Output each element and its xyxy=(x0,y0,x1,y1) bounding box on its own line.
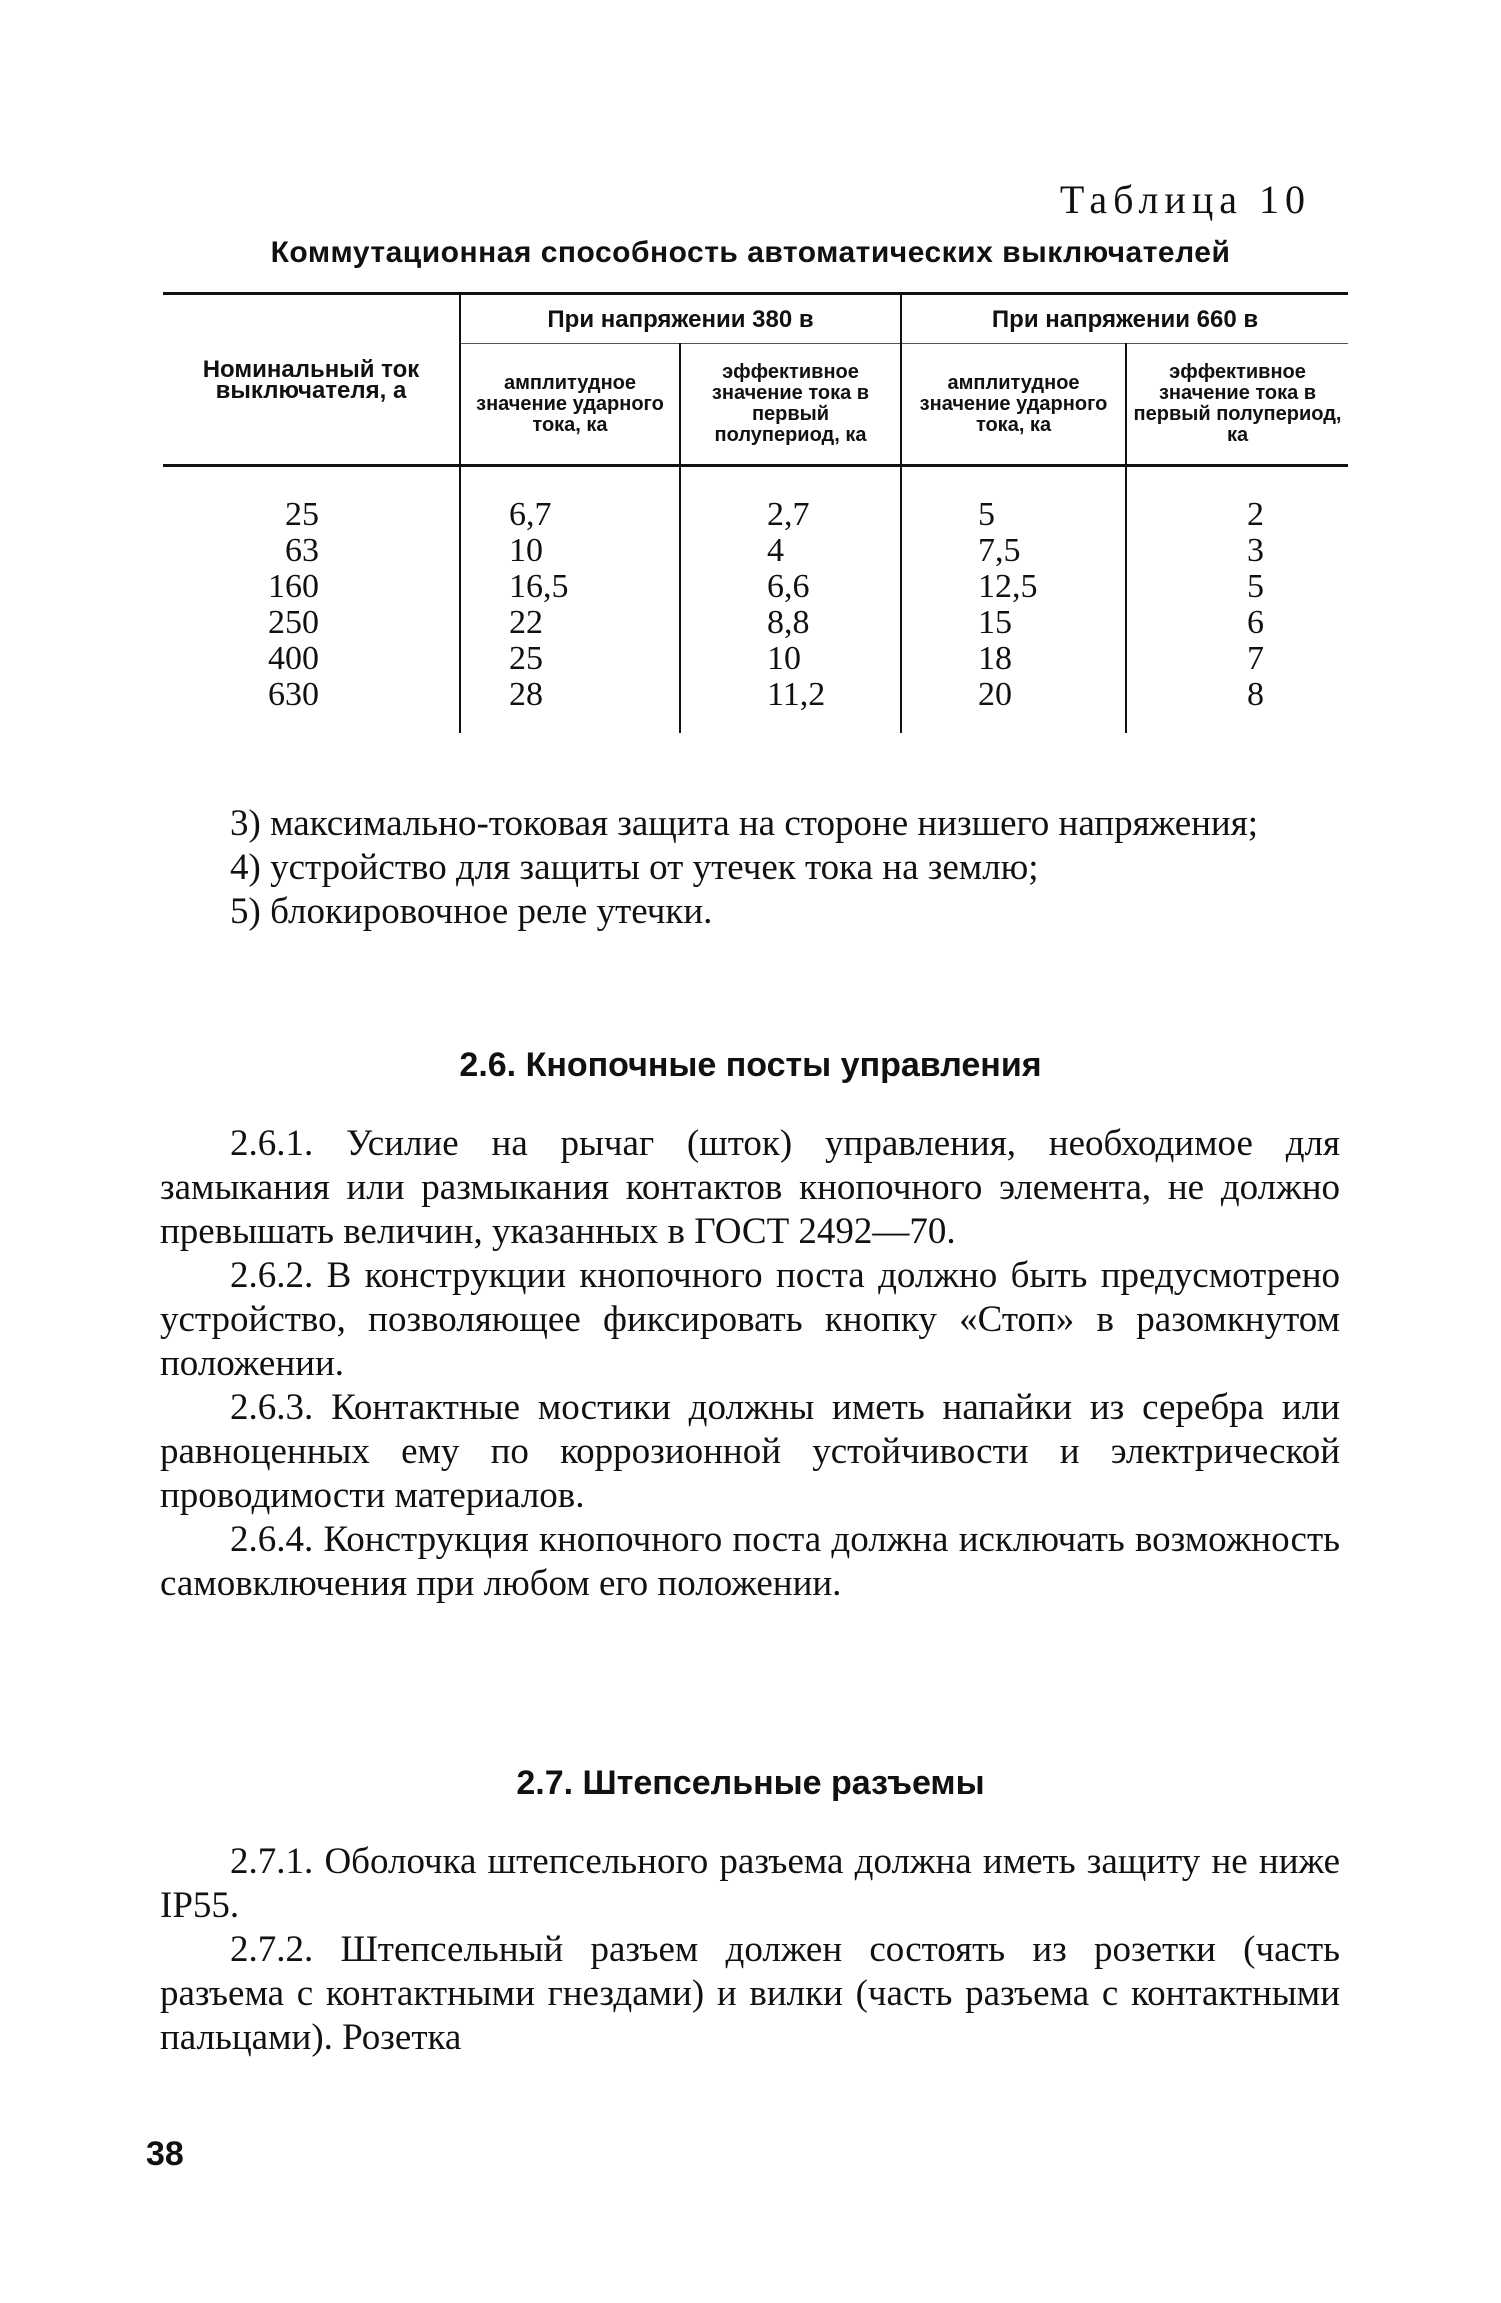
page-number: 38 xyxy=(146,2135,184,2173)
paragraph-2-6-4: 2.6.4. Конструкция кнопочного поста должна исключать возможность самовключения при любом его положении. xyxy=(160,1519,1340,1604)
paragraph-2-6-2: 2.6.2. В конструкции кнопочного поста должно быть предусмотрено устройство, позволяющее фиксировать кнопку «Стоп» в разомкнутом положении. xyxy=(160,1255,1340,1384)
section-heading-2-6: 2.6. Кнопочные посты управления xyxy=(459,1046,1042,1084)
list-item-3: 3) максимально-токовая защита на стороне низшего напряжения; xyxy=(230,803,1259,844)
header-group-660: При напряжении 660 в xyxy=(901,294,1348,344)
section-2-7-body xyxy=(160,1840,1340,2060)
column-nominal-current: 25 63 160 250 400 630 xyxy=(268,496,319,713)
paragraph-2-6-1: 2.6.1. Усилие на рычаг (шток) управления, необходимое для замыкания или размыкания контактов кнопочного элемента, не должно превышать величин, указанных в ГОСТ 2492—70. xyxy=(160,1123,1340,1252)
header-group-380: При напряжении 380 в xyxy=(460,294,901,344)
paragraph-2-7-2: 2.7.2. Штепсельный разъем должен состоять из розетки (часть разъема с контактными гнездами) и вилки (часть разъема с контактными пальцами). Розетка xyxy=(160,1929,1340,2058)
paragraph-2-6-3: 2.6.3. Контактные мостики должны иметь напайки из серебра или равноценных ему по коррозионной устойчивости и электрической проводимости материалов. xyxy=(160,1387,1340,1516)
table-number: Таблица 10 xyxy=(1059,177,1311,222)
table-title: Коммутационная способность автоматических выключателей xyxy=(270,236,1231,269)
section-heading-2-7: 2.7. Штепсельные разъемы xyxy=(516,1764,985,1802)
header-amp-380: амплитудное значение ударного тока, ка xyxy=(460,344,680,466)
header-amp-660: амплитудное значение ударного тока, ка xyxy=(901,344,1126,466)
header-eff-660: эффективное значение тока в первый полупериод, ка xyxy=(1126,344,1348,466)
column-eff-660: 2 3 5 6 7 8 xyxy=(1247,496,1265,713)
column-amp-380: 6,7 10 16,5 22 25 28 xyxy=(509,496,569,713)
paragraph-2-7-1: 2.7.1. Оболочка штепсельного разъема должна иметь защиту не ниже IP55. xyxy=(160,1841,1340,1926)
section-2-6-body xyxy=(160,1122,1340,1606)
column-eff-380: 2,7 4 6,6 8,8 10 11,2 xyxy=(767,496,826,713)
list-item-4: 4) устройство для защиты от утечек тока на землю; xyxy=(230,847,1039,888)
table-body-row xyxy=(163,466,1348,734)
column-amp-660: 5 7,5 12,5 15 18 20 xyxy=(978,496,1038,713)
list-item-5: 5) блокировочное реле утечки. xyxy=(230,891,713,932)
header-eff-380: эффективное значение тока в первый полупериод, ка xyxy=(680,344,901,466)
list-block xyxy=(160,802,1340,934)
header-nominal-current: Номинальный ток выключателя, а xyxy=(163,294,460,466)
switching-capacity-table xyxy=(163,292,1348,733)
